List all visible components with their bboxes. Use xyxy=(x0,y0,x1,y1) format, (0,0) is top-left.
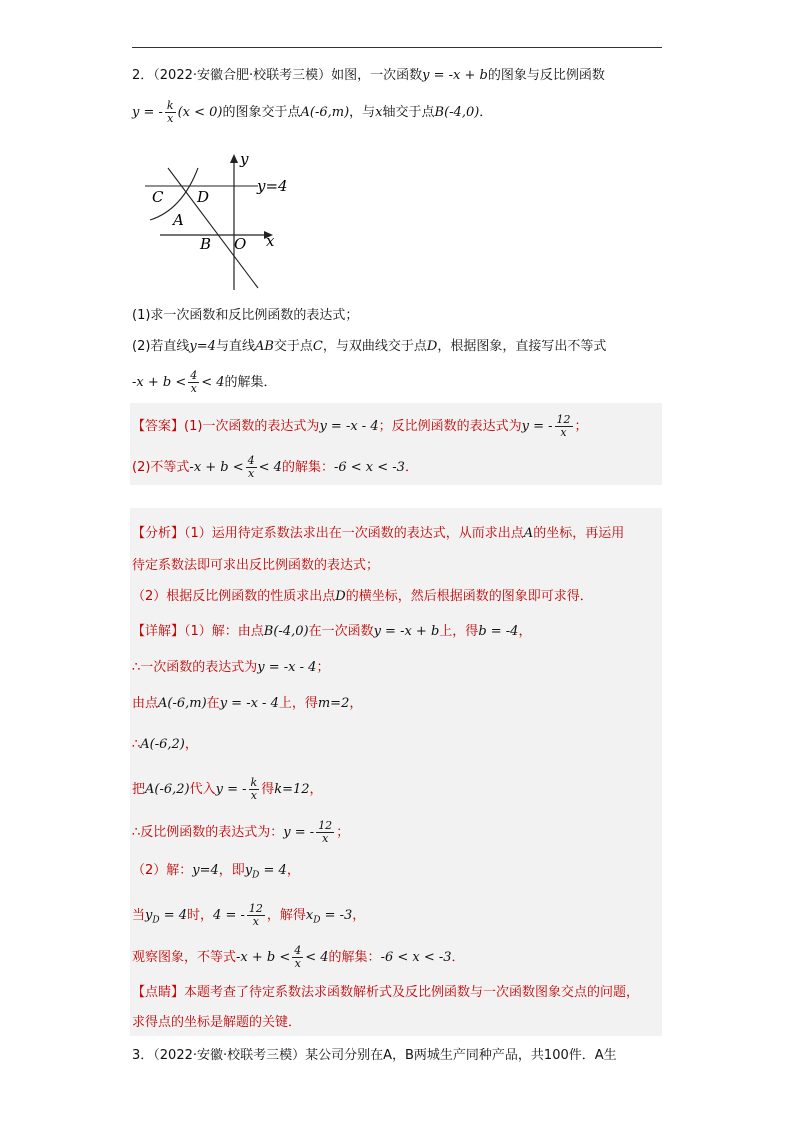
fraction: $\frac{k}{x}$ xyxy=(250,776,258,802)
analysis-tag: 【分析】 xyxy=(132,526,185,541)
fraction: $\frac{12}{x}$ xyxy=(318,819,333,845)
math-expression: $x_D = -3$ xyxy=(305,908,353,926)
math-expression: -x + b < xyxy=(132,375,187,390)
question-2-line-2 xyxy=(132,100,492,125)
detail-text: 代入 xyxy=(189,782,216,797)
detail-line-6 xyxy=(132,820,349,845)
question-text: 轴交于点 xyxy=(382,105,435,120)
answer-line-1 xyxy=(132,414,588,439)
analysis-text: （1）运用待定系数法求出在一次函数的表达式，从而求出点 xyxy=(184,526,524,541)
detail-line-9 xyxy=(132,945,465,970)
y-axis-arrow xyxy=(230,154,238,163)
answer-text: (2)不等式 xyxy=(132,460,190,475)
math-expression: D xyxy=(335,589,346,604)
comment-tag: 【点睛】 xyxy=(132,985,185,1000)
question-text: 的图象交于点 xyxy=(222,105,301,120)
detail-line-7 xyxy=(132,861,300,886)
detail-text: ∴ xyxy=(132,737,141,752)
math-expression: y = -x + b xyxy=(373,624,440,639)
detail-line-3 xyxy=(132,694,362,714)
math-expression: (x < 0) xyxy=(177,105,223,120)
question-text: 交于点 xyxy=(273,339,313,354)
math-expression: 4 = - xyxy=(213,908,245,923)
answer-text: ． xyxy=(404,460,418,475)
detail-text: 上，得 xyxy=(278,696,318,711)
analysis-text: （2）根据反比例函数的性质求出点 xyxy=(132,589,336,604)
analysis-line-3 xyxy=(132,587,593,607)
detail-text: ， xyxy=(309,782,323,797)
fraction: $\frac{12}{x}$ xyxy=(248,902,263,928)
math-expression: x xyxy=(375,105,383,120)
math-expression: D xyxy=(426,339,438,354)
analysis-line-2: 待定系数法即可求出反比例函数的表达式； xyxy=(132,558,380,573)
detail-text: ∴反比例函数的表达式为： xyxy=(132,825,284,840)
comment-line-2: 求得点的坐标是解题的关键． xyxy=(132,1015,302,1030)
math-expression: -x + b < xyxy=(189,460,244,475)
math-expression: y = -x - 4 xyxy=(219,696,279,711)
label-B: B xyxy=(200,235,212,253)
detail-text: ， xyxy=(518,624,532,639)
math-expression: y = - xyxy=(283,825,315,840)
detail-text: 在一次函数 xyxy=(308,624,374,639)
detail-text: ，解得 xyxy=(266,908,306,923)
detail-text: 得 xyxy=(261,782,275,797)
fraction: $\frac{4}{x}$ xyxy=(190,369,198,395)
answer-tag: 【答案】 xyxy=(132,419,185,434)
label-y: y xyxy=(240,150,249,168)
math-expression: B(-4,0) xyxy=(263,624,309,639)
detail-text: 当 xyxy=(132,908,146,923)
math-expression: b = -4 xyxy=(478,624,519,639)
question-2-inequality xyxy=(132,370,277,395)
math-expression: y = -x - 4 xyxy=(257,660,317,675)
answer-text: ； xyxy=(574,419,588,434)
detail-text: ∴一次函数的表达式为 xyxy=(132,660,258,675)
question-text: 与直线 xyxy=(215,339,255,354)
comment-line-1 xyxy=(132,983,639,1003)
math-expression: $y_D = 4$ xyxy=(145,908,188,926)
math-expression: $y_D = 4$ xyxy=(244,863,287,881)
answer-text: (1)一次函数的表达式为 xyxy=(184,419,320,434)
detail-line-8 xyxy=(132,903,365,931)
math-expression: A(-6,m) xyxy=(300,105,350,120)
fraction: $\frac{k}{x}$ xyxy=(166,99,174,125)
header-rule xyxy=(132,47,662,48)
question-text: ，与双曲线交于点 xyxy=(322,339,427,354)
math-expression: m=2 xyxy=(317,696,350,711)
math-expression: k=12 xyxy=(274,782,310,797)
answer-text: ；反比例函数的表达式为 xyxy=(378,419,522,434)
detail-text: 上，得 xyxy=(439,624,479,639)
detail-text: ， xyxy=(286,863,300,878)
question-text: ，根据图象，直接写出不等式 xyxy=(437,339,607,354)
math-expression: < 4 xyxy=(201,375,225,390)
detail-tag: 【详解】 xyxy=(132,624,185,639)
math-expression: y = -x + b xyxy=(422,68,488,83)
math-expression: A(-6,2) xyxy=(145,782,190,797)
detail-line-4 xyxy=(132,735,198,755)
question-text: ． xyxy=(479,105,493,120)
analysis-text: 的横坐标，然后根据函数的图象即可求得． xyxy=(345,589,593,604)
detail-line-1 xyxy=(132,622,531,642)
math-expression: A(-6,2) xyxy=(140,737,185,752)
math-expression: y = - xyxy=(132,105,163,120)
detail-text: 在 xyxy=(206,696,220,711)
fraction: $\frac{4}{x}$ xyxy=(247,454,255,480)
detail-text: ， xyxy=(352,908,366,923)
detail-text: ． xyxy=(451,950,465,965)
detail-text: ； xyxy=(316,660,330,675)
fraction: $\frac{4}{x}$ xyxy=(294,944,302,970)
detail-text: 时， xyxy=(187,908,214,923)
detail-text: ，即 xyxy=(218,863,245,878)
math-expression: -x + b < xyxy=(236,950,291,965)
detail-line-5 xyxy=(132,777,323,802)
math-expression: y = - xyxy=(521,419,553,434)
math-expression: B(-4,0) xyxy=(434,105,480,120)
analysis-line-1 xyxy=(132,524,624,544)
math-expression: y=4 xyxy=(192,863,219,878)
detail-text: 由点 xyxy=(132,696,159,711)
label-A: A xyxy=(173,211,184,229)
math-expression: AB xyxy=(254,339,274,354)
detail-text: （2）解： xyxy=(132,863,193,878)
math-expression: y = - xyxy=(215,782,247,797)
label-C: C xyxy=(152,188,164,206)
math-expression: A(-6,m) xyxy=(158,696,207,711)
label-O: O xyxy=(234,235,247,253)
math-expression: y=4 xyxy=(189,339,216,354)
math-expression: C xyxy=(312,339,323,354)
label-D: D xyxy=(197,188,210,206)
detail-line-2 xyxy=(132,658,329,678)
analysis-text: 的坐标，再运用 xyxy=(533,526,625,541)
math-expression: y = -x - 4 xyxy=(319,419,379,434)
question-2-part-1: (1)求一次函数和反比例函数的表达式； xyxy=(132,308,359,323)
math-expression: A xyxy=(523,526,534,541)
math-expression: < 4 xyxy=(305,950,329,965)
answer-text: 的解集： xyxy=(281,460,334,475)
detail-text: ， xyxy=(184,737,198,752)
detail-text: ； xyxy=(336,825,350,840)
answer-line-2 xyxy=(132,455,418,480)
question-text: (2)若直线 xyxy=(132,339,190,354)
detail-text: ， xyxy=(349,696,363,711)
question-3-line-1: 3．（2022·安徽·校联考三模）某公司分别在A，B两城生产同种产品，共100件．A生 xyxy=(132,1048,617,1063)
math-expression: -6 < x < -3 xyxy=(380,950,452,965)
label-line: y=4 xyxy=(257,177,288,195)
math-expression: -6 < x < -3 xyxy=(333,460,405,475)
question-text: 的解集． xyxy=(224,375,277,390)
detail-text: 把 xyxy=(132,782,146,797)
math-expression: < 4 xyxy=(258,460,282,475)
detail-text: 观察图象，不等式 xyxy=(132,950,237,965)
question-text: 2．（2022·安徽合肥·校联考三模）如图，一次函数 xyxy=(132,68,423,83)
question-2-line-1 xyxy=(132,66,605,86)
comment-text: 本题考查了待定系数法求函数解析式及反比例函数与一次函数图象交点的问题， xyxy=(184,985,640,1000)
function-graph-figure xyxy=(140,150,290,295)
detail-text: （1）解：由点 xyxy=(184,624,264,639)
question-2-part-2 xyxy=(132,337,606,357)
question-text: ，与 xyxy=(349,105,376,120)
label-x: x xyxy=(266,232,275,250)
fraction: $\frac{12}{x}$ xyxy=(556,413,571,439)
question-text: 的图象与反比例函数 xyxy=(487,68,605,83)
detail-text: 的解集： xyxy=(328,950,381,965)
